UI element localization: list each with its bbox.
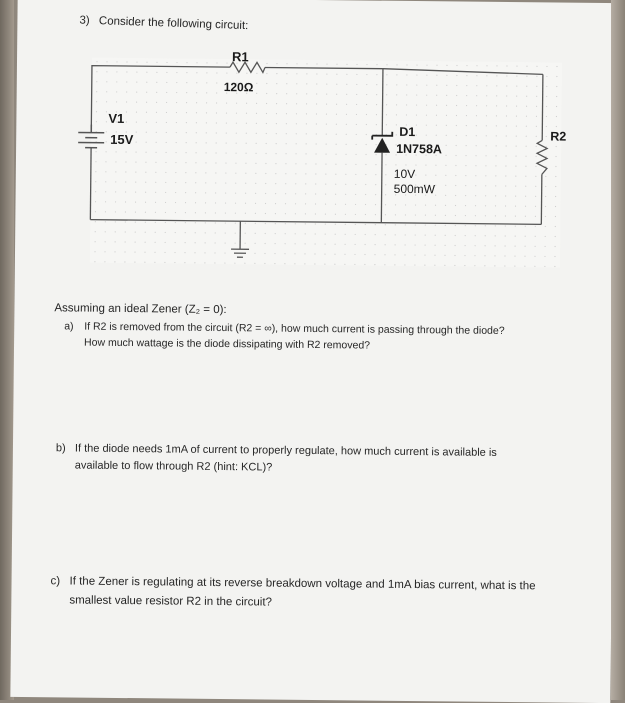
part-b-text-1: If the diode needs 1mA of current to properly regulate, how much current is available is: [75, 443, 497, 459]
part-b-line1: [56, 442, 497, 459]
d1-voltage-label: 10V: [394, 167, 416, 181]
part-c-line1: [51, 575, 536, 592]
wire-r2-top: [542, 74, 543, 140]
wire-diode-top: [382, 69, 383, 136]
d1-name-label: D1: [399, 125, 415, 139]
d1-power-label: 500mW: [394, 182, 436, 196]
circuit-schematic: [15, 0, 618, 303]
part-a-letter: a): [64, 320, 84, 332]
part-b-letter: b): [56, 442, 75, 454]
wire-r2-bottom: [541, 174, 542, 224]
part-c-letter: c): [51, 575, 70, 587]
r1-value-label: 120Ω: [224, 80, 254, 94]
schematic-grid: [90, 58, 562, 268]
wire-battery-bottom: [90, 148, 91, 220]
assumption-text: Assuming an ideal Zener (Z₂ = 0):: [54, 302, 226, 316]
r1-name-label: R1: [232, 49, 249, 64]
part-a-line1: [64, 320, 504, 337]
part-c-text-2: smallest value resistor R2 in the circuit?: [69, 594, 272, 608]
v1-value-label: 15V: [110, 132, 134, 147]
r2-name-label: R2: [550, 129, 566, 143]
wire-diode-bottom: [381, 153, 382, 223]
d1-part-label: 1N758A: [396, 142, 442, 156]
part-a-text-2: How much wattage is the diode dissipating with R2 removed?: [84, 337, 370, 352]
page-shadow-right: [611, 0, 625, 700]
v1-name-label: V1: [108, 111, 124, 126]
part-a-text-1: If R2 is removed from the circuit (R2 = ∞), how much current is passing through the diode?: [84, 321, 504, 337]
part-c-text-1: If the Zener is regulating at its reverse breakdown voltage and 1mA bias current, what is the: [70, 575, 536, 592]
question-number: 3): [79, 15, 90, 27]
part-b-text-2: available to flow through R2 (hint: KCL)?: [75, 460, 273, 474]
question-intro: Consider the following circuit:: [99, 15, 249, 32]
worksheet-page: [10, 0, 617, 703]
